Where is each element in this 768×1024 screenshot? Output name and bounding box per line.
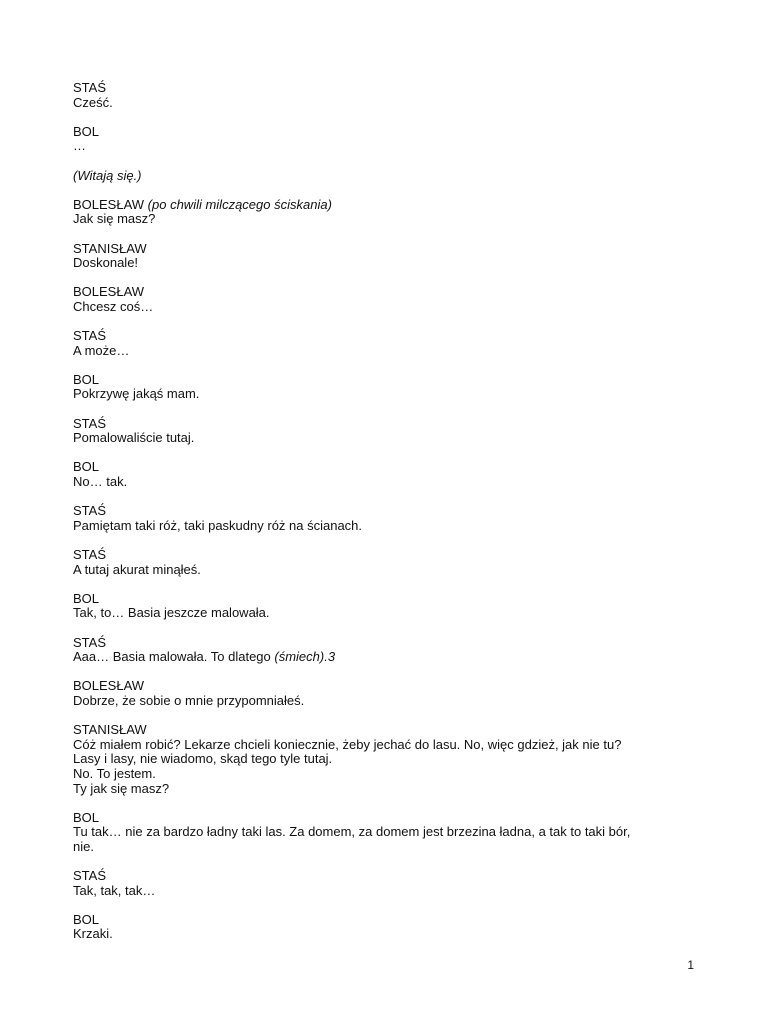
- speaker-name: [73, 913, 703, 928]
- speaker-label: STAŚ: [73, 415, 106, 431]
- dialogue-line: [73, 139, 703, 154]
- line-text: Chcesz coś…: [73, 298, 154, 314]
- dialogue-block: [73, 723, 703, 796]
- speaker-label: BOL: [73, 123, 100, 139]
- speaker-label: BOL: [73, 371, 100, 387]
- speaker-label: STAŚ: [73, 503, 106, 519]
- dialogue-block: [73, 869, 703, 898]
- speaker-name: [73, 636, 703, 651]
- dialogue-line: [73, 767, 703, 782]
- speaker-label: STAŚ: [73, 80, 106, 95]
- line-text: A może…: [73, 342, 130, 358]
- line-text: No… tak.: [73, 474, 128, 490]
- dialogue-line: [73, 169, 703, 184]
- speaker-name: [73, 329, 703, 344]
- dialogue-block: [73, 460, 703, 489]
- speaker-label: STANISŁAW: [73, 722, 147, 738]
- line-text: Jak się masz?: [73, 211, 156, 227]
- speaker-name: [73, 242, 703, 257]
- dialogue-line: [73, 96, 703, 111]
- speaker-name: [73, 811, 703, 826]
- speaker-name: [73, 723, 703, 738]
- speaker-label: STANISŁAW: [73, 240, 147, 256]
- page-number: 1: [687, 958, 694, 972]
- dialogue-line: [73, 752, 703, 767]
- speaker-label: BOL: [73, 809, 100, 825]
- speaker-name: [73, 285, 703, 300]
- line-text: Pomalowaliście tutaj.: [73, 430, 195, 446]
- dialogue-block: [73, 592, 703, 621]
- dialogue-block: [73, 242, 703, 271]
- speaker-name: [73, 869, 703, 884]
- dialogue-line: [73, 840, 703, 855]
- dialogue-block: [73, 373, 703, 402]
- dialogue-line: [73, 694, 703, 709]
- speaker-name: [73, 125, 703, 140]
- line-text: Cóż miałem robić? Lekarze chcieli koniecznie, żeby jechać do lasu. No, więc gdzież, jak nie tu?: [73, 736, 622, 752]
- dialogue-block: [73, 417, 703, 446]
- line-text: A tutaj akurat minąłeś.: [73, 561, 201, 577]
- speaker-name: [73, 592, 703, 607]
- speaker-label: BOLESŁAW: [73, 284, 145, 300]
- line-text: No. To jestem.: [73, 765, 156, 781]
- speaker-label: BOL: [73, 590, 100, 606]
- speaker-name: [73, 504, 703, 519]
- dialogue-line: [73, 475, 703, 490]
- stage-direction: (po chwili milczącego ściskania): [147, 196, 332, 212]
- line-text: Tak, to… Basia jeszcze malowała.: [73, 605, 270, 621]
- dialogue-block: [73, 198, 703, 227]
- line-text: Pamiętam taki róż, taki paskudny róż na ścianach.: [73, 517, 363, 533]
- line-text: Aaa… Basia malowała. To dlatego: [73, 649, 275, 665]
- speaker-name: [73, 81, 703, 96]
- dialogue-block: [73, 811, 703, 855]
- stage-direction: (Witają się.): [73, 167, 142, 183]
- dialogue-line: [73, 738, 703, 753]
- line-text: Cześć.: [73, 94, 113, 110]
- dialogue-block: [73, 636, 703, 665]
- stage-direction: (śmiech).3: [274, 649, 336, 665]
- line-text: Ty jak się masz?: [73, 780, 170, 796]
- dialogue-line: [73, 387, 703, 402]
- line-text: Doskonale!: [73, 255, 139, 271]
- speaker-label: STAŚ: [73, 547, 106, 562]
- dialogue-block: [73, 81, 703, 110]
- line-text: Krzaki.: [73, 926, 113, 942]
- speaker-label: BOL: [73, 459, 100, 475]
- line-text: Tu tak… nie za bardzo ładny taki las. Za domem, za domem jest brzezina ładna, a tak to taki bór,: [73, 824, 631, 840]
- dialogue-line: [73, 300, 703, 315]
- dialogue-line: [73, 650, 703, 665]
- speaker-label: BOL: [73, 911, 100, 927]
- line-text: Tak, tak, tak…: [73, 882, 156, 898]
- speaker-name: [73, 198, 703, 213]
- speaker-label: STAŚ: [73, 634, 106, 650]
- dialogue-line: [73, 927, 703, 942]
- dialogue-block: [73, 679, 703, 708]
- speaker-label: BOLESŁAW: [73, 196, 145, 212]
- dialogue-line: [73, 431, 703, 446]
- dialogue-line: [73, 825, 703, 840]
- dialogue-line: [73, 519, 703, 534]
- line-text: Pokrzywę jakąś mam.: [73, 386, 200, 402]
- dialogue-line: [73, 563, 703, 578]
- dialogue-line: [73, 884, 703, 899]
- speaker-label: STAŚ: [73, 328, 106, 344]
- line-text: Lasy i lasy, nie wiadomo, skąd tego tyle tutaj.: [73, 751, 333, 767]
- line-text: …: [73, 138, 86, 154]
- dialogue-block: [73, 169, 703, 184]
- dialogue-line: [73, 782, 703, 797]
- speaker-label: STAŚ: [73, 868, 106, 884]
- speaker-name: [73, 417, 703, 432]
- dialogue-block: [73, 125, 703, 154]
- dialogue-line: [73, 212, 703, 227]
- dialogue-line: [73, 256, 703, 271]
- speaker-name: [73, 548, 703, 563]
- line-text: nie.: [73, 838, 94, 854]
- dialogue-block: [73, 913, 703, 942]
- speaker-name: [73, 373, 703, 388]
- dialogue-block: [73, 285, 703, 314]
- dialogue-line: [73, 606, 703, 621]
- dialogue-block: [73, 329, 703, 358]
- dialogue-block: [73, 548, 703, 577]
- script-content: [73, 81, 703, 957]
- speaker-label: BOLESŁAW: [73, 678, 145, 694]
- speaker-name: [73, 460, 703, 475]
- line-text: Dobrze, że sobie o mnie przypomniałeś.: [73, 692, 305, 708]
- dialogue-block: [73, 504, 703, 533]
- speaker-name: [73, 679, 703, 694]
- dialogue-line: [73, 344, 703, 359]
